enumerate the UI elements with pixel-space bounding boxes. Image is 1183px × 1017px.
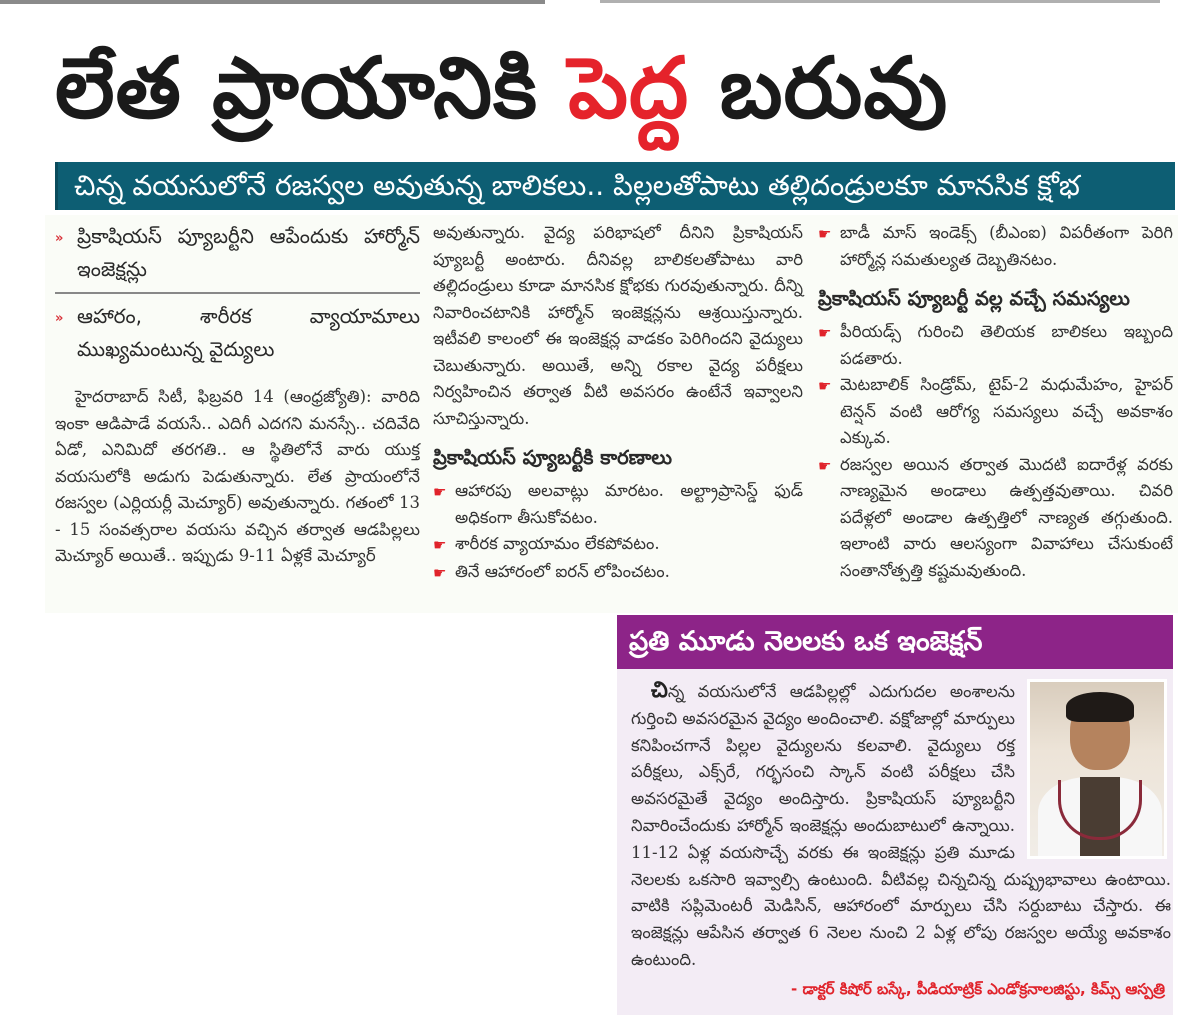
causes-list: [433, 478, 803, 586]
list-item: ☛ మెటబాలిక్ సిండ్రోమ్, టైప్-2 మధుమేహం, హైపర్ టెన్షన్ వంటి ఆరోగ్య సమస్యలు వచ్చే అవకాశం ఎక్కువ.: [818, 372, 1173, 452]
hand-pointer-icon: ☛: [818, 225, 832, 243]
article-continued-paragraph: అవుతున్నారు. వైద్య పరిభాషలో దీనిని ప్రికాషియస్ ప్యూబర్టీ అంటారు. దీనివల్ల బాలికలతోపాటు వారి తల్లిదండ్రులు కూడా మానసిక క్షోభకు గురవుతున్నారు. దీన్ని నివారించటానికి హార్మోన్ ఇంజెక్షన్లను ఆశ్రయిస్తున్నారు. ఇటీవలి కాలంలో ఈ ఇంజెక్షన్ల వాడకం పెరిగిందని వైద్యులు చెబుతున్నారు. అయితే, అన్ని రకాల వైద్య పరీక్షలు నిర్వహించిన తర్వాత వీటి అవసరం ఉంటేనే ఇవ్వాలని సూచిస్తున్నారు.: [433, 223, 803, 428]
causes-list-continued: [818, 220, 1173, 273]
list-item: ☛ బాడీ మాస్ ఇండెక్స్ (బీఎంఐ) విపరీతంగా పెరిగి హార్మోన్ల సమతుల్యత దెబ్బతినటం.: [818, 220, 1173, 273]
causes-heading: ప్రికాషియస్ ప్యూబర్టీకి కారణాలు: [433, 446, 672, 469]
headline: [55, 28, 1175, 158]
double-arrow-icon: »: [55, 231, 61, 246]
hand-pointer-icon: ☛: [433, 483, 447, 501]
doctor-photo-frame: [1027, 679, 1167, 859]
double-arrow-icon: »: [55, 311, 61, 326]
sidebar-title: ప్రతి మూడు నెలలకు ఒక ఇంజెక్షన్: [617, 615, 1173, 669]
headline-part-1: లేత ప్రాయానికి: [55, 39, 569, 137]
list-item: ☛ శారీరక వ్యాయామం లేకపోవటం.: [433, 531, 803, 559]
hand-pointer-icon: ☛: [433, 563, 447, 582]
doctor-photo: [1027, 679, 1167, 859]
list-item: ☛ తినే ఆహారంలో ఐరన్ లోపించటం.: [433, 559, 803, 587]
hand-pointer-icon: ☛: [818, 377, 832, 395]
hand-pointer-icon: ☛: [818, 456, 832, 475]
headline-part-2: బరువు: [689, 39, 949, 137]
list-item: ☛ ఆహారపు అలవాట్లు మారటం. అల్ట్రాప్రాసెస్డ్ ఫుడ్ అధికంగా తీసుకోవటం.: [433, 478, 803, 531]
photo-hair-shape: [1066, 692, 1134, 722]
article-dateline-paragraph: హైదరాబాద్ సిటీ, ఫిబ్రవరి 14 (ఆంధ్రజ్యోతి): వారిది ఇంకా ఆడిపాడే వయసే.. ఎదిగీ ఎదగని మనస్సే.. చదివేది ఏడో, ఎనిమిదో తరగతి.. ఆ స్థితిలోనే వారు యుక్త వయసులోకి అడుగు పెడుతున్నారు. లేత ప్రాయంలోనే రజస్వల (ఎర్లియర్లీ మెచ్యూర్) అవుతున్నారు. గతంలో 13 - 15 సంవత్సరాల వయసు వచ్చిన తర్వాత ఆడపిల్లలు మెచ్యూర్ అయితే.. ఇప్పుడు 9-11 ఏళ్లకే మెచ్యూర్: [55, 387, 420, 565]
deck-strip: చిన్న వయసులోనే రజస్వల అవుతున్న బాలికలు.. పిల్లలతోపాటు తల్లిదండ్రులకూ మానసిక క్షోభ: [55, 162, 1175, 210]
highlight-text: ఆహారం, శారీరక వ్యాయామాలు ముఖ్యమంటున్న వైద్యులు: [77, 304, 420, 361]
list-item: ☛ పీరియడ్స్ గురించి తెలియక బాలికలు ఇబ్బంది పడతారు.: [818, 319, 1173, 372]
article-column-1: [55, 220, 420, 570]
top-rule-left: [0, 0, 545, 4]
hand-pointer-icon: ☛: [433, 536, 447, 554]
problems-heading: ప్రికాషియస్ ప్యూబర్టీ వల్ల వచ్చే సమస్యలు: [818, 287, 1130, 310]
top-rule-right: [600, 0, 1160, 3]
highlight-text: ప్రికాషియస్ ప్యూబర్టీని ఆపేందుకు హార్మోన్ ఇంజెక్షన్లు: [77, 224, 420, 281]
article-column-3: [818, 220, 1173, 584]
headline-highlight: పెద్ద: [568, 39, 690, 137]
list-item: ☛ రజస్వల అయిన తర్వాత మొదటి ఐదారేళ్ల వరకు నాణ్యమైన అండాలు ఉత్పత్తవుతాయి. చివరి పదేళ్లలో అండాల ఉత్పత్తిలో నాణ్యత తగ్గుతుంది. ఇలాంటి వారు ఆలస్యంగా వివాహాలు చేసుకుంటే సంతానోత్పత్తి కష్టమవుతుంది.: [818, 452, 1173, 585]
doctor-byline: - డాక్టర్ కిషోర్ బస్కే, పీడియాట్రిక్ ఎండోక్రనాలజిస్టు, కిమ్స్ ఆస్పత్రి: [791, 979, 1165, 998]
problems-list: [818, 319, 1173, 584]
article-column-2: [433, 220, 803, 586]
hand-pointer-icon: ☛: [818, 324, 832, 342]
expert-sidebar-box: [617, 615, 1173, 1015]
highlight-item: [55, 220, 420, 290]
sidebar-body-text: న్న వయసులోనే ఆడపిల్లల్లో ఎదుగుదల అంశాలను గుర్తించి అవసరమైన వైద్యం అందించాలి. వక్షోజాల్లో మార్పులు కనిపించగానే పిల్లల వైద్యులను కలవాలి. వైద్యులు రక్త పరీక్షలు, ఎక్స్‌రే, గర్భసంచి స్కాన్ వంటి పరీక్షలు చేసి అవసరమైతే వైద్యం అందిస్తారు. ప్రికాషియస్ ప్యూబర్టీని నివారించేందుకు హార్మోన్ ఇంజెక్షన్లు అందుబాటులో ఉన్నాయి. 11-12 ఏళ్ల వయసొచ్చే వరకు ఈ ఇంజెక్షన్లు ప్రతి మూడు నెలలకు ఒకసారి ఇవ్వాల్సి ఉంటుంది. వీటివల్ల చిన్నచిన్న దుష్ప్రభావాలు ఉంటాయి. వాటికి సప్లిమెంటరీ మెడిసిన్, ఆహారంలో మార్పులు చేసి సర్దుబాటు చేస్తారు. ఈ ఇంజెక్షన్లు ఆపేసిన తర్వాత 6 నెలల నుంచి 2 ఏళ్ల లోపు రజస్వల అయ్యే అవకాశం ఉంటుంది.: [631, 682, 1171, 969]
drop-lead-letter: చి: [651, 677, 668, 703]
highlight-item: [55, 292, 420, 370]
sidebar-body: [631, 677, 1171, 1002]
